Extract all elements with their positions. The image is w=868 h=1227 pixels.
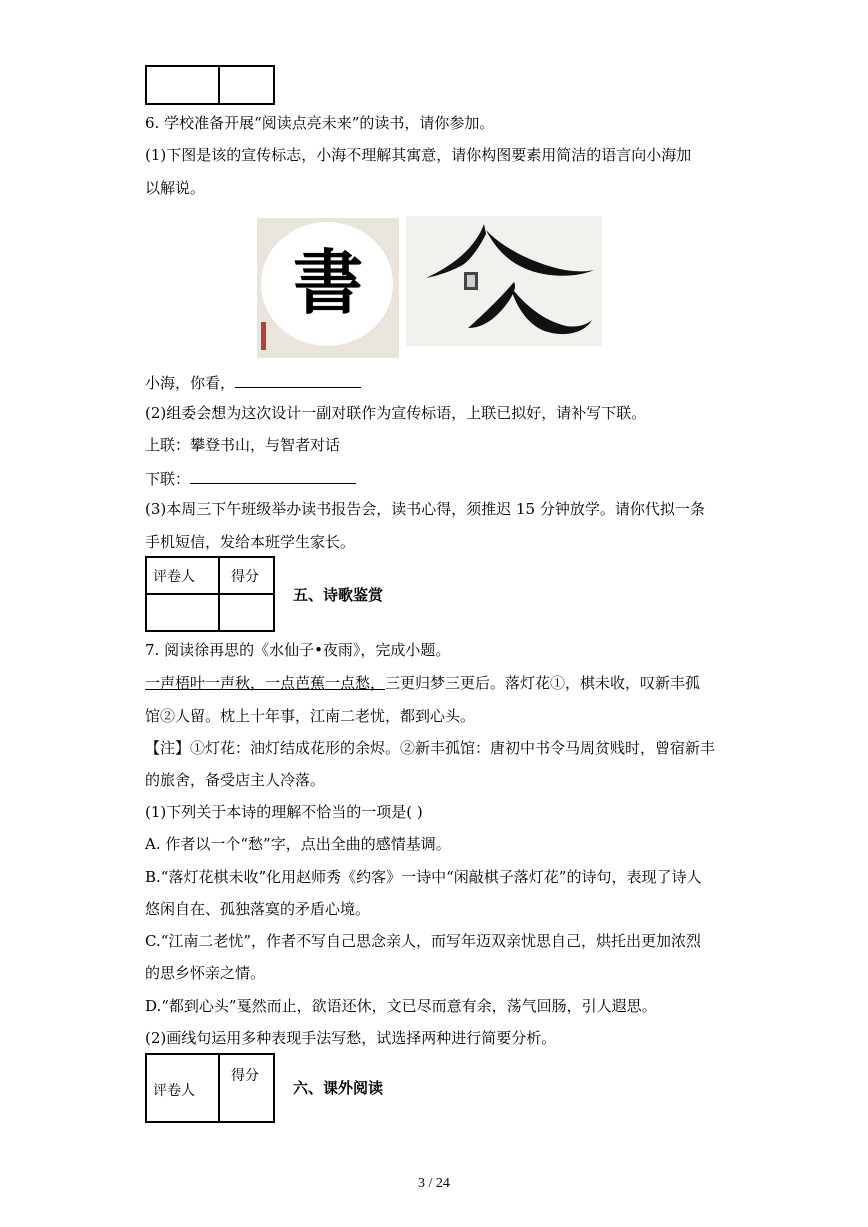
q6-part3-line2: 手机短信，发给本班学生家长。: [145, 533, 356, 551]
option-b-line2: 悠闲自在、孤独落寞的矛盾心境。: [145, 900, 371, 918]
q6-lower-blank[interactable]: [190, 467, 356, 484]
q6-part1-line1: (1)下图是该的宣传标志，小海不理解其寓意，请你构图要素用简洁的语言向小海加: [145, 146, 692, 164]
section6-heading: 六、课外阅读: [293, 1079, 384, 1097]
q6-lower-couplet-line: [145, 467, 356, 489]
q6-part1-line2: 以解说。: [145, 179, 206, 197]
poem-line1: [145, 673, 700, 693]
poem-line2: 馆②人留。枕上十年事，江南二老忧，都到心头。: [145, 707, 476, 725]
score-box-section6: [145, 1053, 275, 1123]
q6-part2: (2)组委会想为这次设计一副对联作为宣传标语，上联已拟好，请补写下联。: [145, 404, 647, 422]
score-box-hdivider: [147, 593, 273, 595]
score-box-section5: [145, 556, 275, 632]
score-label: 得分: [231, 1068, 259, 1084]
q6-part3-line1: (3)本周三下午班级举办读书报告会，读书心得，须推迟 15 分钟放学。请你代拟一条: [145, 500, 705, 518]
note-line2: 的旅舍，备受店主人冷落。: [145, 771, 326, 789]
red-seal-stamp: [261, 322, 266, 350]
logo-calligraphy-image: [406, 216, 602, 346]
page-number: 3 / 24: [418, 1176, 450, 1191]
q6-lower-prefix: 下联：: [145, 470, 191, 488]
poem-underlined-text: 一声梧叶一声秋，一点芭蕉一点愁，: [145, 674, 386, 692]
q6-upper-couplet: 上联：攀登书山，与智者对话: [145, 436, 341, 454]
score-label: 得分: [231, 569, 259, 585]
option-c-line2: 的思乡怀亲之情。: [145, 964, 266, 982]
option-b-line1: B.“落灯花棋未收”化用赵师秀《约客》一诗中“闲敲棋子落灯花”的诗句，表现了诗人: [145, 868, 702, 886]
q6-answer-blank[interactable]: [235, 371, 361, 388]
logo-shu-char: 書: [293, 241, 363, 324]
score-box-vdivider: [218, 1055, 220, 1123]
option-d: D.“都到心头”戛然而止，欲语还休，文已尽而意有余，荡气回肠，引人遐思。: [145, 997, 657, 1015]
option-a: A. 作者以一个“愁”字，点出全曲的感情基调。: [145, 835, 451, 853]
logo-shu-image: [257, 218, 399, 358]
score-box-divider: [218, 67, 220, 105]
q7-sub1: (1)下列关于本诗的理解不恰当的一项是( ): [145, 803, 423, 821]
score-box-top-fragment: [145, 65, 275, 105]
option-c-line1: C.“江南二老忧”，作者不写自己思念亲人，而写年迈双亲忧思自己，烘托出更加浓烈: [145, 932, 702, 950]
section5-heading: 五、诗歌鉴赏: [293, 586, 384, 604]
q6-answer-prefix: 小海，你看，: [145, 374, 236, 392]
reviewer-label: 评卷人: [153, 569, 195, 585]
q7-sub2: (2)画线句运用多种表现手法写愁，试选择两种进行简要分析。: [145, 1029, 557, 1047]
q6-answer-line: [145, 371, 361, 393]
poem-line1-rest: 三更归梦三更后。落灯花①，棋未收，叹新丰孤: [385, 674, 701, 692]
reviewer-label: 评卷人: [153, 1083, 195, 1099]
calligraphy-strokes-icon: [406, 216, 602, 346]
q7-title: 7. 阅读徐再思的《水仙子•夜雨》，完成小题。: [145, 641, 451, 659]
note-line1: 【注】①灯花：油灯结成花形的余烬。②新丰孤馆：唐初中书令马周贫贱时，曾宿新丰: [145, 739, 716, 757]
score-box-vdivider: [218, 558, 220, 632]
q6-title: 6. 学校准备开展“阅读点亮未来”的读书，请你参加。: [145, 114, 495, 132]
